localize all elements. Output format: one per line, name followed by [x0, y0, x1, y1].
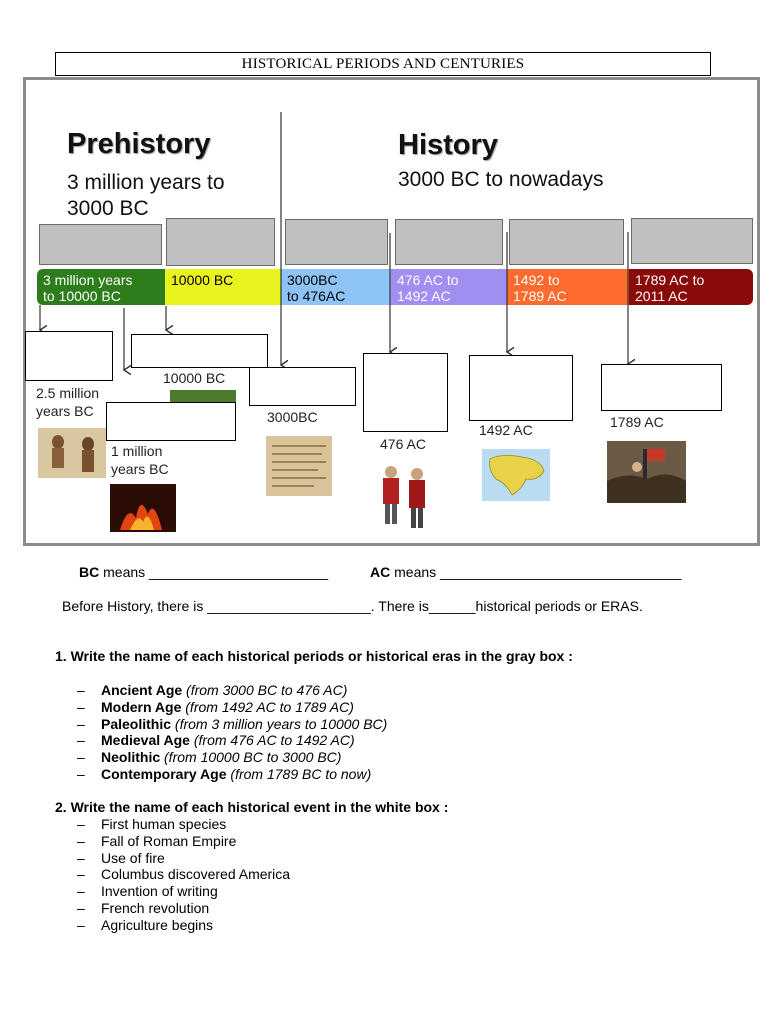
bc-definition: BC means _______________________	[79, 564, 329, 580]
list-item: – Medieval Age (from 476 AC to 1492 AC)	[77, 732, 387, 749]
agriculture-image	[170, 390, 236, 402]
french-revolution-image	[607, 441, 686, 503]
list-item: – Agriculture begins	[77, 917, 290, 934]
roman-soldiers-image	[373, 462, 439, 532]
history-subtitle: 3000 BC to nowadays	[398, 168, 604, 191]
list-item: – Columbus discovered America	[77, 866, 290, 883]
white-box-5[interactable]	[363, 353, 448, 432]
white-box-1[interactable]	[25, 331, 113, 381]
event-label-10000bc: 10000 BC	[163, 370, 226, 386]
event-label-1789ac: 1789 AC	[610, 414, 664, 430]
list-item: – Invention of writing	[77, 883, 290, 900]
page-title: HISTORICAL PERIODS AND CENTURIES	[55, 52, 711, 76]
list-item: – Modern Age (from 1492 AC to 1789 AC)	[77, 699, 387, 716]
list-item: – Use of fire	[77, 850, 290, 867]
list-item: – Fall of Roman Empire	[77, 833, 290, 850]
timeline-segment-contemporary: 1789 AC to 2011 AC	[629, 269, 753, 305]
prehistory-subtitle-1: 3 million years to	[67, 171, 225, 194]
history-title: History	[398, 129, 498, 161]
list-item: – First human species	[77, 816, 290, 833]
timeline-segment-modern: 1492 to 1789 AC	[507, 269, 629, 305]
event-label-3000bc: 3000BC	[267, 409, 318, 425]
list-item: – French revolution	[77, 900, 290, 917]
prehistory-title: Prehistory	[67, 128, 211, 160]
white-box-6[interactable]	[469, 355, 573, 421]
timeline-segment-medieval: 476 AC to 1492 AC	[391, 269, 507, 305]
early-humans-image	[38, 428, 106, 478]
event-label-2-5-million: 2.5 million years BC	[36, 385, 100, 419]
event-label-1492ac: 1492 AC	[479, 422, 533, 438]
question-1-title: 1. Write the name of each historical periods or historical eras in the gray box :	[55, 648, 573, 664]
question-2-list	[77, 816, 290, 934]
timeline-segment-paleolithic: 3 million years to 10000 BC	[37, 269, 165, 305]
white-box-4[interactable]	[106, 402, 236, 441]
timeline-segment-neolithic: 10000 BC	[165, 269, 281, 305]
list-item: – Paleolithic (from 3 million years to 10000 BC)	[77, 716, 387, 733]
timeline-segment-ancient: 3000BC to 476AC	[281, 269, 391, 305]
prehistory-subtitle-2: 3000 BC	[67, 197, 149, 220]
ac-definition: AC means _______________________________	[370, 564, 682, 580]
list-item: – Neolithic (from 10000 BC to 3000 BC)	[77, 749, 387, 766]
america-map-image	[482, 449, 550, 501]
event-label-476ac: 476 AC	[380, 436, 426, 452]
fire-image	[110, 484, 176, 532]
white-box-3[interactable]	[249, 367, 356, 406]
question-2-title: 2. Write the name of each historical event in the white box :	[55, 799, 449, 815]
writing-tablet-image	[266, 436, 332, 496]
before-history-sentence: Before History, there is _____________________. There is______historical periods or ERAS.	[62, 598, 643, 614]
event-label-1-million: 1 million years BC	[111, 443, 169, 477]
white-box-2[interactable]	[131, 334, 268, 368]
list-item: – Ancient Age (from 3000 BC to 476 AC)	[77, 682, 387, 699]
question-1-list	[77, 682, 387, 783]
list-item: – Contemporary Age (from 1789 BC to now)	[77, 766, 387, 783]
white-box-7[interactable]	[601, 364, 722, 411]
